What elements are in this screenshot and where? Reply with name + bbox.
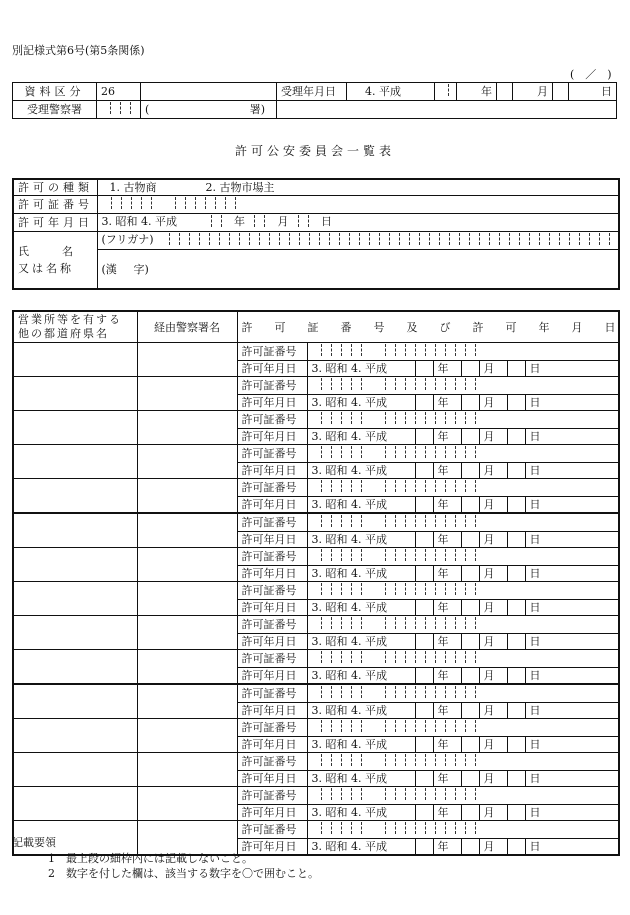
row-day-label: 日 — [525, 497, 619, 514]
row-year-label: 年 — [433, 532, 461, 548]
notes-heading: 記載要領 — [12, 836, 56, 849]
row-year-input[interactable] — [415, 703, 433, 719]
row-day-label: 日 — [525, 737, 619, 753]
row-day-input[interactable] — [507, 771, 525, 787]
row-month-label: 月 — [479, 771, 507, 787]
row-day-input[interactable] — [507, 429, 525, 445]
prefecture-cell[interactable] — [13, 343, 137, 377]
list-item — [13, 821, 619, 839]
day-input[interactable] — [553, 83, 569, 101]
row-year-label: 年 — [433, 839, 461, 856]
row-number-input[interactable] — [307, 445, 619, 463]
col-permit-header: 許 可 証 番 号 及 び 許 可 年 月 日 — [237, 311, 619, 343]
prefecture-cell[interactable] — [13, 650, 137, 685]
row-month-input[interactable] — [461, 497, 479, 514]
row-number-label: 許可証番号 — [237, 719, 307, 737]
row-month-input[interactable] — [461, 737, 479, 753]
row-era: 3. 昭和 4. 平成 — [307, 429, 415, 445]
row-number-label: 許可証番号 — [237, 753, 307, 771]
row-year-input[interactable] — [415, 429, 433, 445]
list-table — [12, 310, 620, 856]
row-day-label: 日 — [525, 771, 619, 787]
row-month-label: 月 — [479, 668, 507, 685]
day-label: 日 — [569, 83, 617, 101]
row-era: 3. 昭和 4. 平成 — [307, 634, 415, 650]
row-day-input[interactable] — [507, 805, 525, 821]
row-date-label: 許可年月日 — [237, 703, 307, 719]
list-item — [13, 411, 619, 429]
row-date-label: 許可年月日 — [237, 737, 307, 753]
list-item — [13, 445, 619, 463]
list-item — [13, 684, 619, 703]
row-number-input[interactable] — [307, 411, 619, 429]
year-label: 年 — [457, 83, 497, 101]
row-year-label: 年 — [433, 805, 461, 821]
kanji-close: 字) — [133, 262, 149, 276]
row-number-input[interactable] — [307, 684, 619, 703]
row-number-label: 許可証番号 — [237, 787, 307, 805]
row-number-input[interactable] — [307, 582, 619, 600]
station-cell[interactable] — [137, 411, 237, 445]
row-day-label: 日 — [525, 703, 619, 719]
row-year-input[interactable] — [415, 805, 433, 821]
row-number-label: 許可証番号 — [237, 343, 307, 361]
station-cell[interactable] — [137, 753, 237, 787]
row-month-input[interactable] — [461, 429, 479, 445]
row-date-label: 許可年月日 — [237, 668, 307, 685]
station-cell[interactable] — [137, 513, 237, 548]
station-cell[interactable] — [137, 719, 237, 753]
list-item — [13, 719, 619, 737]
row-era: 3. 昭和 4. 平成 — [307, 395, 415, 411]
keisatsusho-name[interactable] — [141, 101, 277, 119]
row-day-input[interactable] — [507, 463, 525, 479]
col1-line1: 営業所等を有する — [18, 313, 122, 326]
row-day-label: 日 — [525, 668, 619, 685]
list-item — [13, 377, 619, 395]
prefecture-cell[interactable] — [13, 445, 137, 479]
note-item-2: 2 数字を付した欄は、該当する数字を〇で囲むこと。 — [48, 867, 319, 880]
row-number-input[interactable] — [307, 343, 619, 361]
year-input[interactable] — [435, 83, 457, 101]
row-number-label: 許可証番号 — [237, 616, 307, 634]
prefecture-cell[interactable] — [13, 753, 137, 787]
page-title: 許可公安委員会一覧表 — [234, 144, 395, 158]
row-year-label: 年 — [433, 395, 461, 411]
furigana-label: (フリガナ) — [101, 233, 154, 246]
row-era: 3. 昭和 4. 平成 — [307, 532, 415, 548]
list-item — [13, 616, 619, 634]
row-month-input[interactable] — [461, 532, 479, 548]
row-day-input[interactable] — [507, 703, 525, 719]
row-year-label: 年 — [433, 600, 461, 616]
row-era: 3. 昭和 4. 平成 — [307, 839, 415, 856]
row-year-input[interactable] — [415, 771, 433, 787]
list-item — [13, 582, 619, 600]
row-year-label: 年 — [433, 771, 461, 787]
row-date-label: 許可年月日 — [237, 361, 307, 377]
row-month-label: 月 — [479, 463, 507, 479]
row-year-label: 年 — [433, 703, 461, 719]
row-number-input[interactable] — [307, 650, 619, 668]
name-label-1: 氏 名 — [18, 245, 73, 258]
header-table — [12, 82, 617, 119]
row-era: 3. 昭和 4. 平成 — [307, 737, 415, 753]
station-cell[interactable] — [137, 343, 237, 377]
prefecture-cell[interactable] — [13, 513, 137, 548]
prefecture-cell[interactable] — [13, 787, 137, 821]
row-month-input[interactable] — [461, 771, 479, 787]
row-day-label: 日 — [525, 463, 619, 479]
row-day-input[interactable] — [507, 737, 525, 753]
row-date-label: 許可年月日 — [237, 839, 307, 856]
row-date-label: 許可年月日 — [237, 600, 307, 616]
row-month-input[interactable] — [461, 566, 479, 582]
row-month-input[interactable] — [461, 839, 479, 856]
permit-day-label: 日 — [321, 215, 332, 228]
row-era: 3. 昭和 4. 平成 — [307, 566, 415, 582]
kind-option-1[interactable]: 1. 古物商 — [109, 181, 157, 194]
permit-table — [12, 178, 620, 290]
row-year-input[interactable] — [415, 532, 433, 548]
row-date-label: 許可年月日 — [237, 532, 307, 548]
row-day-label: 日 — [525, 805, 619, 821]
row-day-input[interactable] — [507, 668, 525, 685]
row-year-input[interactable] — [415, 668, 433, 685]
row-number-input[interactable] — [307, 377, 619, 395]
number-label: 許可証番号 — [13, 196, 97, 214]
month-input[interactable] — [497, 83, 513, 101]
date-input[interactable] — [97, 214, 619, 232]
prefecture-cell[interactable] — [13, 377, 137, 411]
row-month-label: 月 — [479, 600, 507, 616]
row-era: 3. 昭和 4. 平成 — [307, 805, 415, 821]
row-day-label: 日 — [525, 634, 619, 650]
page-mark: ( ／ ) — [570, 68, 612, 81]
station-cell[interactable] — [137, 445, 237, 479]
row-number-input[interactable] — [307, 616, 619, 634]
row-number-input[interactable] — [307, 821, 619, 839]
row-year-input[interactable] — [415, 634, 433, 650]
juri-date-label: 受理年月日 — [277, 83, 347, 101]
shiryo-kubun-blank[interactable] — [141, 83, 277, 101]
row-number-label: 許可証番号 — [237, 821, 307, 839]
station-cell[interactable] — [137, 479, 237, 514]
row-month-label: 月 — [479, 532, 507, 548]
row-day-label: 日 — [525, 361, 619, 377]
row-year-input[interactable] — [415, 600, 433, 616]
row-day-label: 日 — [525, 395, 619, 411]
row-number-input[interactable] — [307, 753, 619, 771]
date-label: 許可年月日 — [13, 214, 97, 232]
row-year-label: 年 — [433, 668, 461, 685]
row-year-input[interactable] — [415, 566, 433, 582]
form-label: 別記様式第6号(第5条関係) — [12, 44, 145, 57]
row-day-input[interactable] — [507, 532, 525, 548]
prefecture-cell[interactable] — [13, 582, 137, 616]
prefecture-cell[interactable] — [13, 684, 137, 719]
name-label — [13, 232, 97, 290]
era-text: 3. 昭和 4. 平成 — [101, 215, 177, 228]
row-date-label: 許可年月日 — [237, 395, 307, 411]
shiryo-kubun-label: 資料区分 — [13, 83, 97, 101]
shiryo-kubun-value: 26 — [97, 83, 141, 101]
list-item — [13, 343, 619, 361]
row-day-input[interactable] — [507, 361, 525, 377]
row-date-label: 許可年月日 — [237, 771, 307, 787]
station-cell[interactable] — [137, 787, 237, 821]
row-day-label: 日 — [525, 566, 619, 582]
row-era: 3. 昭和 4. 平成 — [307, 361, 415, 377]
row-number-input[interactable] — [307, 719, 619, 737]
row-era: 3. 昭和 4. 平成 — [307, 497, 415, 514]
row-number-label: 許可証番号 — [237, 377, 307, 395]
station-cell[interactable] — [137, 582, 237, 616]
row-month-label: 月 — [479, 839, 507, 856]
row-number-label: 許可証番号 — [237, 445, 307, 463]
row-year-input[interactable] — [415, 395, 433, 411]
station-cell[interactable] — [137, 548, 237, 582]
row-number-label: 許可証番号 — [237, 479, 307, 497]
row-date-label: 許可年月日 — [237, 463, 307, 479]
row-month-label: 月 — [479, 634, 507, 650]
juri-keisatsusho-label: 受理警察署 — [13, 101, 97, 119]
row-date-label: 許可年月日 — [237, 805, 307, 821]
prefecture-cell[interactable] — [13, 479, 137, 514]
row-era: 3. 昭和 4. 平成 — [307, 600, 415, 616]
row-era: 3. 昭和 4. 平成 — [307, 771, 415, 787]
row-number-label: 許可証番号 — [237, 650, 307, 668]
row-year-input[interactable] — [415, 463, 433, 479]
row-number-label: 許可証番号 — [237, 582, 307, 600]
col-station-header: 経由警察署名 — [137, 311, 237, 343]
row-day-input[interactable] — [507, 497, 525, 514]
note-item-1: 1 最上段の細枠内には記載しないこと。 — [48, 852, 253, 865]
row-day-input[interactable] — [507, 600, 525, 616]
station-cell[interactable] — [137, 684, 237, 719]
list-item — [13, 548, 619, 566]
row-number-input[interactable] — [307, 787, 619, 805]
row-month-input[interactable] — [461, 395, 479, 411]
row-number-input[interactable] — [307, 513, 619, 532]
row-day-label: 日 — [525, 532, 619, 548]
row-year-label: 年 — [433, 429, 461, 445]
row-day-label: 日 — [525, 600, 619, 616]
row-number-input[interactable] — [307, 548, 619, 566]
row-month-input[interactable] — [461, 463, 479, 479]
name-label-2: 又は名称 — [18, 262, 74, 275]
row-year-input[interactable] — [415, 737, 433, 753]
row-era: 3. 昭和 4. 平成 — [307, 703, 415, 719]
sho-suffix: 署) — [249, 103, 265, 116]
row-month-input[interactable] — [461, 361, 479, 377]
prefecture-cell[interactable] — [13, 719, 137, 753]
row-day-input[interactable] — [507, 839, 525, 856]
row-month-label: 月 — [479, 361, 507, 377]
station-cell[interactable] — [137, 616, 237, 650]
row-year-input[interactable] — [415, 839, 433, 856]
kind-option-2[interactable]: 2. 古物市場主 — [205, 181, 275, 194]
row-year-input[interactable] — [415, 361, 433, 377]
row-year-input[interactable] — [415, 497, 433, 514]
col1-line2: 他の都道府県名 — [18, 327, 109, 340]
kanji-open: (漢 — [101, 262, 117, 276]
row-day-input[interactable] — [507, 395, 525, 411]
station-cell[interactable] — [137, 377, 237, 411]
row-year-label: 年 — [433, 361, 461, 377]
row-day-label: 日 — [525, 429, 619, 445]
row-month-label: 月 — [479, 497, 507, 514]
row-number-label: 許可証番号 — [237, 513, 307, 532]
list-item — [13, 479, 619, 497]
row-day-input[interactable] — [507, 634, 525, 650]
prefecture-cell[interactable] — [13, 616, 137, 650]
kind-options[interactable] — [97, 179, 619, 196]
prefecture-cell[interactable] — [13, 548, 137, 582]
row-month-label: 月 — [479, 429, 507, 445]
kanji-input[interactable] — [97, 250, 619, 290]
list-item — [13, 513, 619, 532]
row-era: 3. 昭和 4. 平成 — [307, 463, 415, 479]
row-year-label: 年 — [433, 634, 461, 650]
heisei-prefix: 4. 平成 — [347, 83, 435, 101]
row-month-label: 月 — [479, 566, 507, 582]
row-year-label: 年 — [433, 566, 461, 582]
row-year-label: 年 — [433, 497, 461, 514]
keisatsusho-code[interactable] — [97, 101, 141, 119]
permit-year-label: 年 — [234, 215, 245, 228]
row-month-input[interactable] — [461, 668, 479, 685]
month-label: 月 — [513, 83, 553, 101]
row-number-label: 許可証番号 — [237, 548, 307, 566]
row-month-label: 月 — [479, 703, 507, 719]
row-era: 3. 昭和 4. 平成 — [307, 668, 415, 685]
row-date-label: 許可年月日 — [237, 497, 307, 514]
number-input[interactable] — [97, 196, 619, 214]
row-date-label: 許可年月日 — [237, 566, 307, 582]
col-prefecture-header — [13, 311, 137, 343]
row-month-input[interactable] — [461, 634, 479, 650]
row-year-label: 年 — [433, 463, 461, 479]
list-item — [13, 650, 619, 668]
row-month-label: 月 — [479, 805, 507, 821]
row-day-input[interactable] — [507, 566, 525, 582]
station-cell[interactable] — [137, 650, 237, 685]
header-blank — [277, 101, 617, 119]
row-month-input[interactable] — [461, 805, 479, 821]
furigana-input[interactable] — [97, 232, 619, 250]
list-item — [13, 753, 619, 771]
sho-open: ( — [145, 103, 150, 116]
list-item — [13, 787, 619, 805]
kind-label: 許可の種類 — [13, 179, 97, 196]
row-day-label: 日 — [525, 839, 619, 856]
row-date-label: 許可年月日 — [237, 634, 307, 650]
row-month-input[interactable] — [461, 703, 479, 719]
row-year-label: 年 — [433, 737, 461, 753]
row-date-label: 許可年月日 — [237, 429, 307, 445]
row-month-label: 月 — [479, 737, 507, 753]
row-month-input[interactable] — [461, 600, 479, 616]
row-number-input[interactable] — [307, 479, 619, 497]
row-month-label: 月 — [479, 395, 507, 411]
row-number-label: 許可証番号 — [237, 684, 307, 703]
permit-month-label: 月 — [277, 215, 289, 228]
prefecture-cell[interactable] — [13, 411, 137, 445]
row-number-label: 許可証番号 — [237, 411, 307, 429]
